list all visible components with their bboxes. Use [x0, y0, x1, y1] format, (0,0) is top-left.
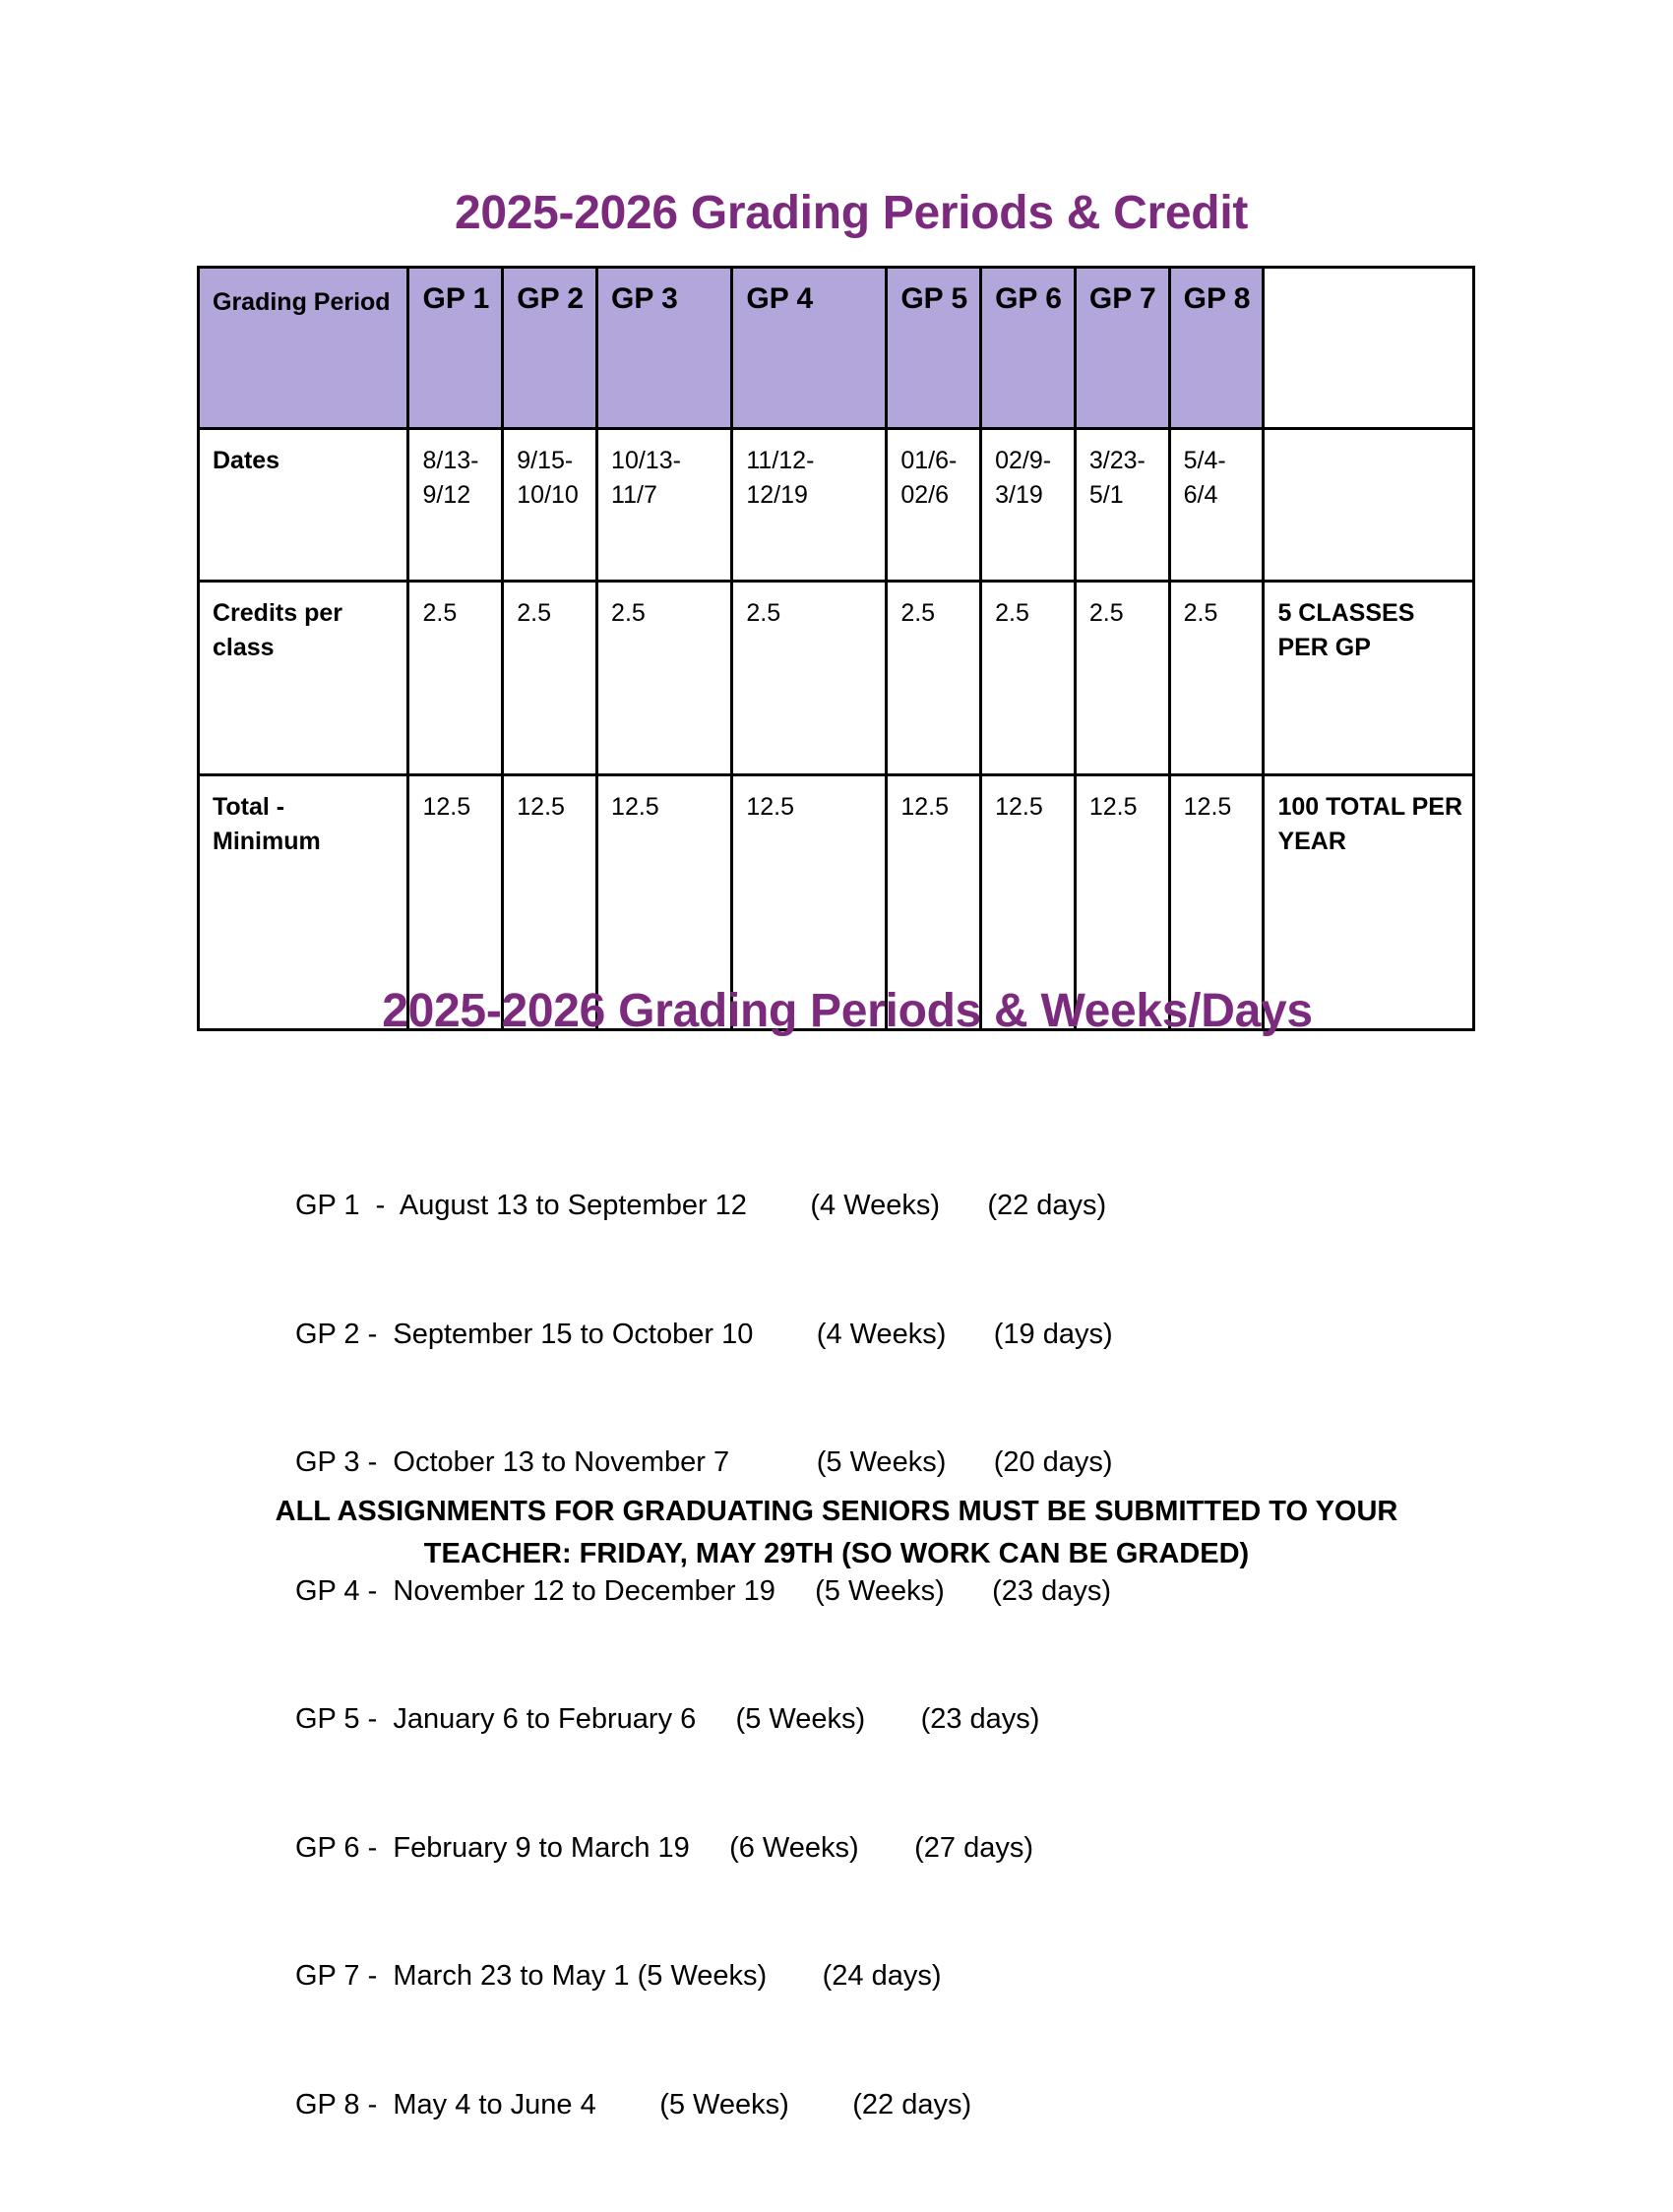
table-row-credits	[199, 582, 1474, 775]
table-row-dates	[199, 429, 1474, 582]
dates-gp-3: 10/13-11/7	[597, 429, 732, 582]
grading-periods-credit-table	[197, 266, 1475, 1031]
total-gp-3: 12.5	[597, 775, 732, 1030]
credits-gp-5: 2.5	[887, 582, 981, 775]
list-item: GP 5 - January 6 to February 6 (5 Weeks) (23 days)	[295, 1703, 1040, 1735]
seniors-deadline-notice	[148, 1491, 1525, 1575]
total-gp-5: 12.5	[887, 775, 981, 1030]
notice-line-1: ALL ASSIGNMENTS FOR GRADUATING SENIORS MUST BE SUBMITTED TO YOUR	[275, 1496, 1398, 1527]
credits-gp-1: 2.5	[408, 582, 503, 775]
total-gp-7: 12.5	[1075, 775, 1169, 1030]
total-gp-8: 12.5	[1169, 775, 1264, 1030]
row-label-total-minimum: Total - Minimum	[199, 775, 408, 1030]
row-label-dates: Dates	[199, 429, 408, 582]
credits-gp-2: 2.5	[503, 582, 597, 775]
credits-gp-3: 2.5	[597, 582, 732, 775]
header-gp-1: GP 1	[408, 268, 503, 429]
credits-gp-7: 2.5	[1075, 582, 1169, 775]
dates-gp-1: 8/13-9/12	[408, 429, 503, 582]
header-grading-period: Grading Period	[199, 268, 408, 429]
table-header-row	[199, 268, 1474, 429]
dates-gp-2: 9/15-10/10	[503, 429, 597, 582]
dates-gp-6: 02/9-3/19	[981, 429, 1076, 582]
total-gp-6: 12.5	[981, 775, 1076, 1030]
notice-line-2: TEACHER: FRIDAY, MAY 29TH (SO WORK CAN BE GRADED)	[423, 1538, 1250, 1569]
list-item: GP 7 - March 23 to May 1 (5 Weeks) (24 days)	[295, 1960, 942, 1992]
credits-gp-6: 2.5	[981, 582, 1076, 775]
total-gp-2: 12.5	[503, 775, 597, 1030]
list-item: GP 2 - September 15 to October 10 (4 Weeks) (19 days)	[295, 1318, 1113, 1350]
credit-section-title: 2025-2026 Grading Periods & Credit	[454, 187, 1249, 239]
total-gp-1: 12.5	[408, 775, 503, 1030]
header-gp-3: GP 3	[597, 268, 732, 429]
list-item: GP 1 - August 13 to September 12 (4 Weeks) (22 days)	[295, 1190, 1107, 1221]
row-label-credits: Credits per class	[199, 582, 408, 775]
weeks-section-title: 2025-2026 Grading Periods & Weeks/Days	[382, 985, 1313, 1037]
credits-gp-8: 2.5	[1169, 582, 1264, 775]
list-item: GP 6 - February 9 to March 19 (6 Weeks) (27 days)	[295, 1831, 1033, 1864]
list-item: GP 3 - October 13 to November 7 (5 Weeks) (20 days)	[295, 1446, 1113, 1478]
header-gp-4: GP 4	[732, 268, 887, 429]
total-gp-4: 12.5	[732, 775, 887, 1030]
grading-periods-weeks-list	[295, 1099, 1476, 2212]
total-summary-note: 100 TOTAL PER YEAR	[1264, 775, 1474, 1030]
dates-gp-8: 5/4-6/4	[1169, 429, 1264, 582]
list-item: GP 8 - May 4 to June 4 (5 Weeks) (22 days)	[295, 2088, 972, 2120]
dates-gp-5: 01/6-02/6	[887, 429, 981, 582]
dates-gp-7: 3/23-5/1	[1075, 429, 1169, 582]
header-gp-8: GP 8	[1169, 268, 1264, 429]
dates-summary-note	[1264, 429, 1474, 582]
header-gp-6: GP 6	[981, 268, 1076, 429]
header-gp-7: GP 7	[1075, 268, 1169, 429]
header-gp-2: GP 2	[503, 268, 597, 429]
dates-gp-4: 11/12-12/19	[732, 429, 887, 582]
credits-gp-4: 2.5	[732, 582, 887, 775]
list-item: GP 4 - November 12 to December 19 (5 Weeks) (23 days)	[295, 1574, 1111, 1607]
credits-summary-note: 5 CLASSES PER GP	[1264, 582, 1474, 775]
header-summary-blank	[1264, 268, 1474, 429]
header-gp-5: GP 5	[887, 268, 981, 429]
